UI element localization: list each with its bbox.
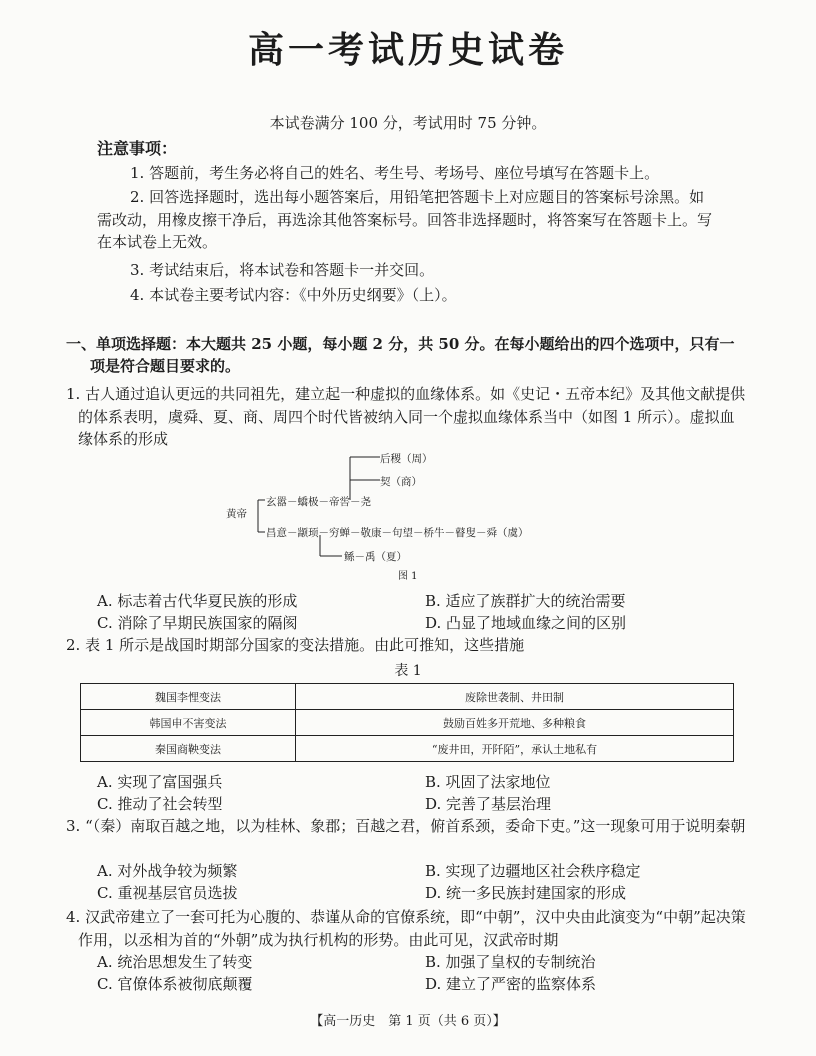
option-d: D. 统一多民族封建国家的形成 (425, 884, 627, 902)
option-d: D. 建立了严密的监察体系 (425, 975, 597, 993)
note-item: 3. 考试结束后，将本试卷和答题卡一并交回。 (130, 261, 435, 279)
option-d: D. 凸显了地域血缘之间的区别 (425, 614, 627, 632)
tree-branch-zhou: 后稷（周） (380, 453, 433, 465)
figure-caption: 图 1 (398, 571, 418, 582)
question-stem: 3. “（秦）南取百越之地，以为桂林、象郡；百越之君，俯首系颈，委命下吏。”这一现象可用于说明秦朝 (66, 817, 746, 835)
option-a: A. 统治思想发生了转变 (97, 953, 253, 971)
table-cell: “废井田，开阡陌”，承认土地私有 (296, 736, 734, 762)
option-a: A. 标志着古代华夏民族的形成 (97, 592, 298, 610)
tree-line-xuanxiao: 玄嚣－蟜极－帝喾－尧 (266, 496, 371, 508)
section-heading: 一、单项选择题：本大题共 25 小题，每小题 2 分，共 50 分。在每小题给出的四个选项中，只有一项是符合题目要求的。 (66, 335, 735, 375)
option-c: C. 重视基层官员选拔 (97, 884, 238, 902)
option-b: B. 巩固了法家地位 (425, 773, 551, 791)
option-c: C. 推动了社会转型 (97, 795, 223, 813)
table-cell: 韩国申不害变法 (81, 710, 296, 736)
note-item: 1. 答题前，考生务必将自己的姓名、考生号、考场号、座位号填写在答题卡上。 (130, 164, 660, 182)
table-caption: 表 1 (394, 663, 422, 679)
tree-root: 黄帝 (226, 508, 247, 520)
table-cell: 秦国商鞅变法 (81, 736, 296, 762)
option-b: B. 实现了边疆地区社会秩序稳定 (425, 862, 641, 880)
note-item: 4. 本试卷主要考试内容：《中外历史纲要》（上）。 (130, 286, 457, 304)
option-a: A. 实现了富国强兵 (97, 773, 223, 791)
question-stem: 4. 汉武帝建立了一套可托为心腹的、恭谨从命的官僚系统，即“中朝”，汉中央由此演变为“中朝”起决策作用，以丞相为首的“外朝”成为执行机构的形势。由此可见，汉武帝时期 (66, 908, 746, 949)
table-1 (80, 683, 734, 762)
page-footer: 【高一历史 第 1 页（共 6 页）】 (310, 1014, 506, 1029)
table-cell: 废除世袭制、井田制 (296, 684, 734, 710)
note-item: 2. 回答选择题时，选出每小题答案后，用铅笔把答题卡上对应题目的答案标号涂黑。如需改动，用橡皮擦干净后，再选涂其他答案标号。回答非选择题时，将答案写在答题卡上。写在本试卷上无效。 (97, 188, 713, 251)
table-cell: 魏国李悝变法 (81, 684, 296, 710)
table-row (81, 736, 734, 762)
option-b: B. 适应了族群扩大的统治需要 (425, 592, 626, 610)
option-a: A. 对外战争较为频繁 (97, 862, 238, 880)
table-row (81, 684, 734, 710)
tree-line-changyi: 昌意－颛顼－穷蝉－敬康－句望－桥牛－瞽叟－舜（虞） (266, 527, 529, 539)
table-row (81, 710, 734, 736)
tree-line-gun: 鲧－禹（夏） (344, 551, 407, 563)
question-stem: 1. 古人通过追认更远的共同祖先，建立起一种虚拟的血缘体系。如《史记・五帝本纪》及其他文献提供的体系表明，虞舜、夏、商、周四个时代皆被纳入同一个虚拟血缘体系当中（如图 1 所示）。虚拟血缘体系的形成 (66, 385, 746, 448)
table-cell: 鼓励百姓多开荒地、多种粮食 (296, 710, 734, 736)
option-b: B. 加强了皇权的专制统治 (425, 953, 596, 971)
exam-info: 本试卷满分 100 分，考试用时 75 分钟。 (269, 114, 547, 132)
notes-heading: 注意事项： (97, 139, 178, 158)
page-title: 高一考试历史试卷 (247, 29, 568, 71)
option-c: C. 官僚体系被彻底颠覆 (97, 975, 253, 993)
option-c: C. 消除了早期民族国家的隔阂 (97, 614, 298, 632)
option-d: D. 完善了基层治理 (425, 795, 552, 813)
question-stem: 2. 表 1 所示是战国时期部分国家的变法措施。由此可推知，这些措施 (66, 636, 525, 654)
tree-branch-shang: 契（商） (380, 476, 422, 488)
